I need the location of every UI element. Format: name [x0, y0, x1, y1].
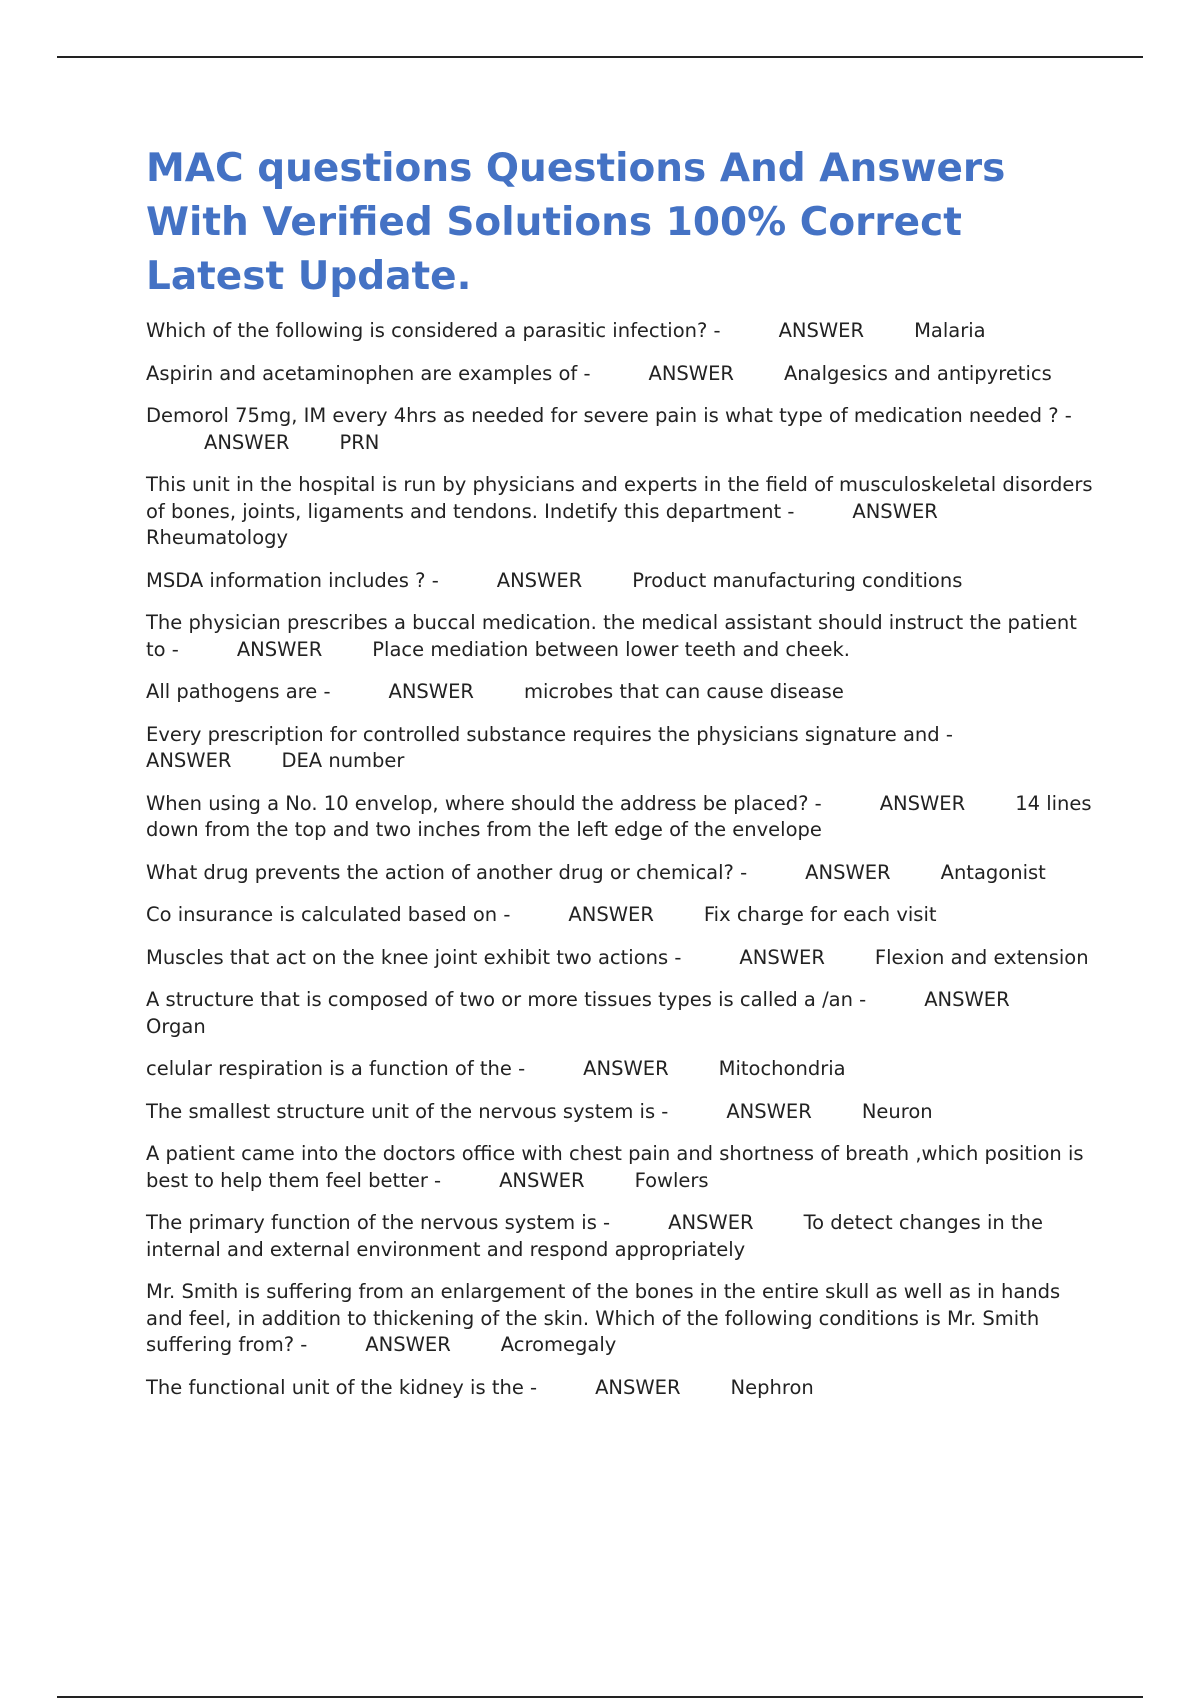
answer-label: ANSWER [726, 1099, 812, 1123]
question-text: When using a No. 10 envelop, where should the address be placed? - [146, 791, 822, 815]
answer-text: Mitochondria [718, 1057, 846, 1080]
qa-item [146, 1141, 1096, 1194]
answer-text: Acromegaly [500, 1333, 617, 1356]
answer-text: Organ [146, 1014, 206, 1038]
qa-item [146, 791, 1096, 844]
answer-text: Flexion and extension [874, 945, 1089, 969]
qa-item [146, 1279, 1096, 1359]
question-text: The physician prescribes a buccal medication. the medical assistant should instruct the patient to - [146, 611, 1077, 661]
qa-item [146, 472, 1096, 552]
question-text: Mr. Smith is suffering from an enlargement of the bones in the entire skull as well as in hands and feel, in addition to thickening of the skin. Which of the following conditions is Mr. Smith suffering from? - [146, 1280, 1061, 1356]
document-title: MAC questions Questions And Answers With Verified Solutions 100% Correct Latest Update. [146, 146, 1006, 299]
question-text: Every prescription for controlled substance requires the physicians signature and - [146, 722, 953, 746]
qa-item [146, 610, 1096, 663]
qa-item [146, 318, 1096, 345]
question-text: Aspirin and acetaminophen are examples of - [146, 361, 591, 385]
question-text: This unit in the hospital is run by physicians and experts in the field of musculoskeletal disorders of bones, joints, ligaments and tendons. Indetify this department - [146, 473, 1093, 523]
answer-text: microbes that can cause disease [523, 680, 844, 703]
answer-text: Fix charge for each visit [703, 903, 937, 926]
question-text: Which of the following is considered a parasitic infection? - [146, 319, 721, 342]
question-text: The smallest structure unit of the nervous system is - [146, 1099, 669, 1123]
answer-label: ANSWER [879, 791, 966, 815]
answer-label: ANSWER [146, 749, 232, 772]
question-text: The functional unit of the kidney is the - [146, 1375, 538, 1399]
qa-item [146, 1375, 1096, 1402]
question-text: MSDA information includes ? - [146, 568, 439, 592]
qa-item [146, 860, 1096, 887]
answer-text: 14 lines down from the top and two inches from the left edge of the envelope [146, 791, 1092, 841]
answer-label: ANSWER [583, 1057, 669, 1080]
qa-item [146, 1099, 1096, 1126]
qa-item [146, 568, 1096, 595]
qa-item [146, 1056, 1096, 1083]
answer-label: ANSWER [388, 680, 474, 703]
answer-label: ANSWER [778, 319, 865, 342]
question-text: celular respiration is a function of the - [146, 1057, 526, 1080]
answer-label: ANSWER [852, 499, 938, 523]
question-text: A patient came into the doctors office with chest pain and shortness of breath ,which position is best to help them feel better - [146, 1142, 1084, 1192]
answer-text: PRN [339, 430, 380, 454]
question-text: Demorol 75mg, IM every 4hrs as needed for severe pain is what type of medication needed ? - [146, 404, 1072, 427]
answer-text: DEA number [281, 749, 405, 772]
qa-item [146, 679, 1096, 706]
answer-label: ANSWER [739, 945, 825, 969]
answer-text: Malaria [914, 319, 986, 342]
qa-item [146, 1210, 1096, 1263]
answer-label: ANSWER [668, 1211, 754, 1234]
question-text: What drug prevents the action of another drug or chemical? - [146, 860, 748, 884]
header-rule [57, 56, 1143, 58]
answer-text: Antagonist [940, 860, 1046, 884]
question-text: The primary function of the nervous system is - [146, 1211, 611, 1234]
question-text: All pathogens are - [146, 680, 331, 703]
qa-item [146, 945, 1096, 972]
answer-label: ANSWER [924, 988, 1010, 1011]
answer-text: To detect changes in the internal and external environment and respond appropriately [146, 1211, 1043, 1261]
answer-text: Nephron [730, 1375, 814, 1399]
answer-label: ANSWER [805, 860, 891, 884]
qa-item [146, 902, 1096, 929]
answer-label: ANSWER [499, 1168, 585, 1192]
qa-item [146, 403, 1096, 456]
answer-text: Rheumatology [146, 526, 289, 549]
qa-item [146, 361, 1096, 388]
qa-item [146, 722, 1096, 775]
answer-label: ANSWER [496, 568, 583, 592]
question-text: Co insurance is calculated based on - [146, 903, 511, 926]
footer-rule [57, 1696, 1143, 1698]
answer-label: ANSWER [236, 637, 323, 661]
answer-label: ANSWER [648, 361, 734, 385]
answer-label: ANSWER [204, 430, 290, 454]
qa-item [146, 987, 1096, 1040]
answer-text: Neuron [861, 1099, 933, 1123]
answer-text: Analgesics and antipyretics [783, 361, 1052, 385]
qa-list [146, 318, 1096, 1401]
answer-text: Place mediation between lower teeth and cheek. [372, 637, 850, 661]
question-text: Muscles that act on the knee joint exhibit two actions - [146, 945, 682, 969]
document-body [146, 142, 1096, 1417]
question-text: A structure that is composed of two or more tissues types is called a /an - [146, 988, 867, 1011]
answer-label: ANSWER [365, 1333, 451, 1356]
answer-label: ANSWER [568, 903, 654, 926]
answer-label: ANSWER [595, 1375, 681, 1399]
answer-text: Product manufacturing conditions [632, 568, 963, 592]
answer-text: Fowlers [634, 1168, 709, 1192]
